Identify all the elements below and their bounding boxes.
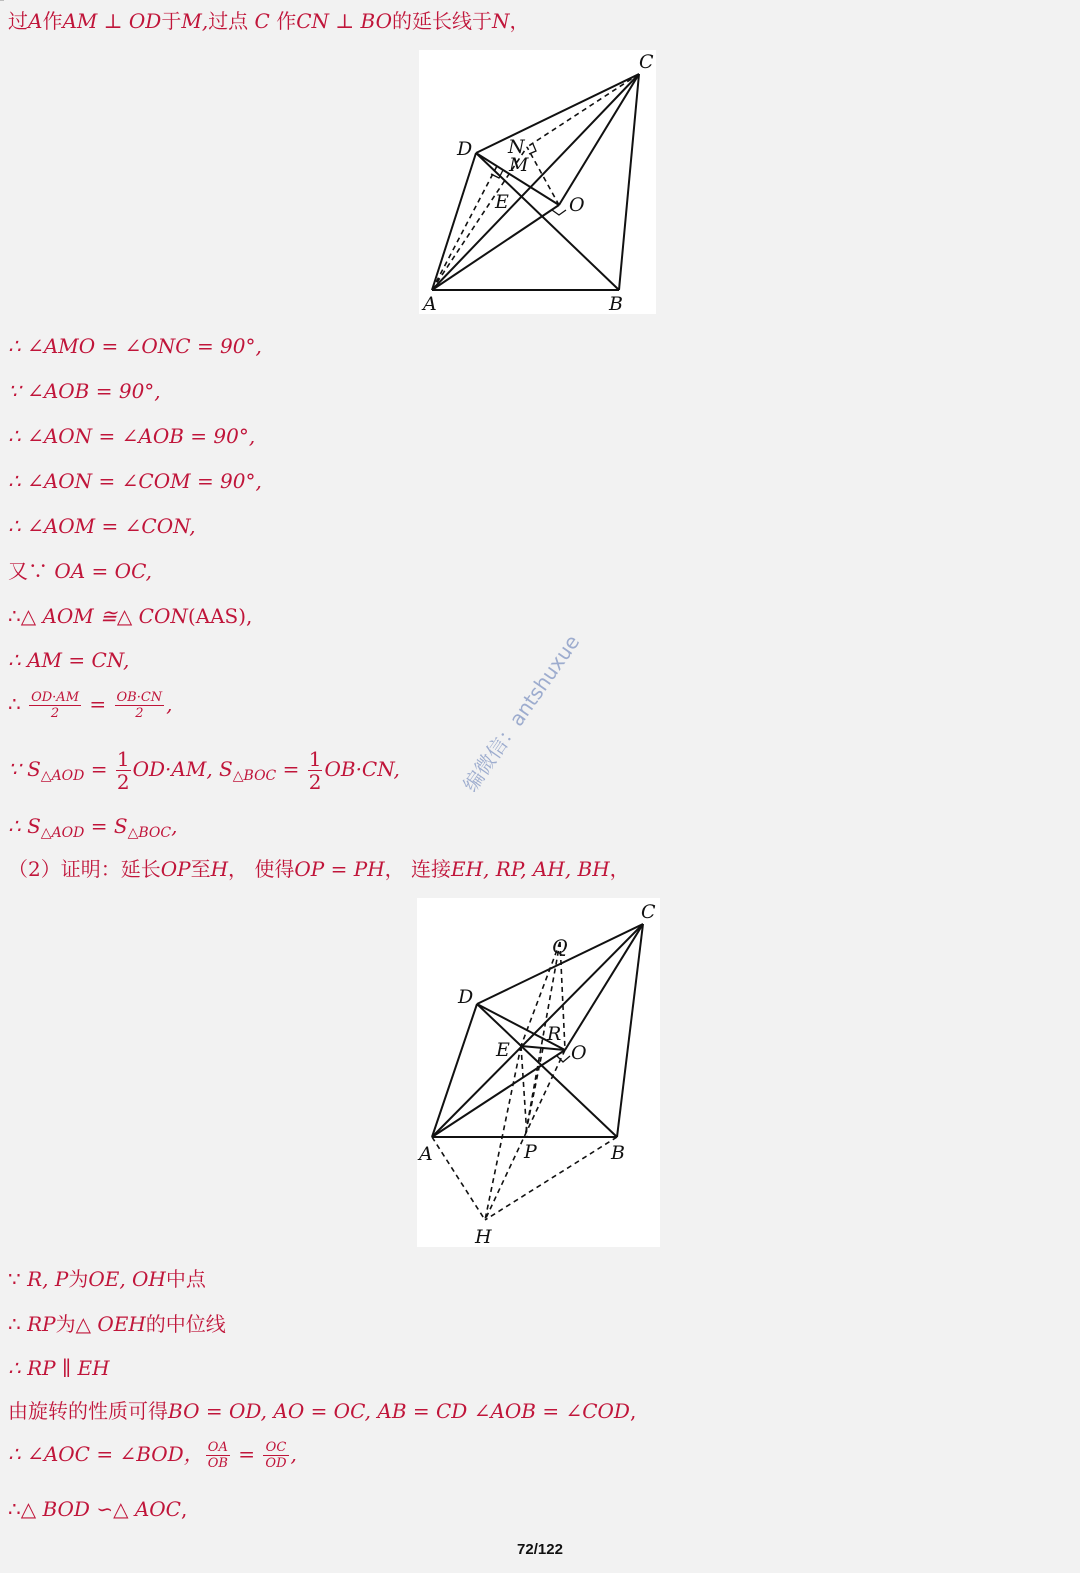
math: BO = OD, AO = OC, AB = CD ∠AOB = ∠COD bbox=[168, 1399, 630, 1423]
numerator: 1 bbox=[308, 747, 322, 771]
denominator: OB bbox=[207, 1456, 228, 1471]
figure-1-svg bbox=[419, 50, 656, 314]
subscript: △BOC bbox=[232, 768, 277, 784]
label-M: M bbox=[509, 154, 529, 176]
segment-BC bbox=[619, 74, 639, 290]
text: 中点 bbox=[165, 1267, 206, 1291]
proof-step-congruent bbox=[8, 603, 252, 629]
proof-step: ∴ ∠AOM = ∠CON, bbox=[8, 514, 196, 538]
proof-step-ratio bbox=[8, 1440, 297, 1471]
label-R: R bbox=[547, 1023, 562, 1045]
proof-step-similar bbox=[8, 1496, 187, 1522]
label-H: H bbox=[475, 1226, 492, 1247]
segment-BC bbox=[617, 924, 643, 1137]
text: 于 bbox=[161, 9, 182, 33]
label-E: E bbox=[496, 1039, 510, 1061]
fraction bbox=[308, 748, 323, 793]
fraction bbox=[116, 748, 131, 793]
proof-step: ∴ ∠AON = ∠AOB = 90°, bbox=[8, 424, 256, 448]
text: , bbox=[166, 692, 173, 716]
text: 的中位线 bbox=[145, 1312, 226, 1336]
denominator: OD bbox=[265, 1456, 287, 1471]
text: , bbox=[629, 1399, 637, 1423]
text: 过点 bbox=[208, 9, 255, 33]
subscript: △AOD bbox=[40, 768, 85, 784]
denominator: 2 bbox=[116, 770, 130, 794]
geometry-figure-1 bbox=[419, 50, 656, 314]
numerator: OC bbox=[263, 1440, 288, 1456]
segment-AC bbox=[432, 74, 639, 290]
label-A: A bbox=[423, 293, 437, 314]
subscript: △AOD bbox=[40, 825, 85, 841]
figure-2-svg bbox=[417, 898, 660, 1247]
label-B: B bbox=[609, 293, 623, 314]
text: ， 使得 bbox=[228, 857, 295, 881]
label-E: E bbox=[495, 191, 509, 213]
part-2-intro bbox=[8, 856, 630, 882]
text: 过 bbox=[8, 9, 28, 33]
text: 为 bbox=[68, 1267, 89, 1291]
right-angle-O bbox=[552, 210, 566, 215]
math: OE, OH bbox=[88, 1267, 166, 1291]
math: OA = OC, bbox=[54, 559, 153, 583]
proof-step-midline bbox=[8, 1311, 226, 1337]
watermark: 编微信：antshuxue bbox=[458, 630, 585, 797]
text: 又∵ bbox=[8, 559, 55, 583]
page-number: 72/122 bbox=[517, 1541, 563, 1558]
label-N: N bbox=[508, 136, 525, 158]
proof-step-rotation bbox=[8, 1398, 636, 1424]
text: ， bbox=[509, 9, 530, 33]
dashed-CN bbox=[527, 74, 639, 147]
math: ∴ ∠AOC = ∠BOD， bbox=[8, 1442, 204, 1466]
equals: = bbox=[83, 692, 113, 716]
text: （2）证明：延长 bbox=[8, 857, 161, 881]
text: 作 bbox=[276, 9, 297, 33]
text: ∴ bbox=[8, 1312, 28, 1336]
math: R, P bbox=[27, 1267, 69, 1291]
text: ∴ bbox=[8, 692, 28, 716]
math: OD·AM, S bbox=[132, 757, 233, 781]
text: ∴△ bbox=[8, 1497, 43, 1521]
denominator: 2 bbox=[135, 706, 144, 721]
math: = S bbox=[84, 814, 128, 838]
text: , bbox=[171, 814, 178, 838]
math: H bbox=[210, 857, 229, 881]
label-B: B bbox=[611, 1142, 625, 1164]
dashed-EH bbox=[485, 1046, 521, 1220]
denominator: 2 bbox=[50, 706, 60, 721]
proof-step: ∴ AM = CN, bbox=[8, 648, 130, 672]
equals: = bbox=[276, 757, 306, 781]
proof-step-oa bbox=[8, 558, 152, 584]
text: 为△ bbox=[55, 1312, 98, 1336]
math: M, bbox=[181, 9, 209, 33]
proof-step: ∴ ∠AMO = ∠ONC = 90°, bbox=[8, 334, 262, 358]
equals: = bbox=[231, 1442, 262, 1466]
denominator: 2 bbox=[308, 770, 322, 794]
text: 由旋转的性质可得 bbox=[8, 1399, 168, 1423]
numerator: OB·CN bbox=[116, 690, 163, 705]
math: AM ⊥ OD bbox=[62, 9, 162, 33]
text: ∴△ bbox=[8, 604, 43, 628]
math: EH, RP, AH, BH bbox=[451, 857, 610, 881]
dashed-AH bbox=[432, 1137, 485, 1220]
fraction bbox=[115, 690, 165, 721]
label-P: P bbox=[524, 1141, 537, 1163]
numerator: OA bbox=[206, 1440, 230, 1456]
dashed-AM bbox=[432, 166, 497, 290]
math: C bbox=[254, 9, 277, 33]
dashed-EP bbox=[521, 1046, 527, 1137]
proof-step: ∵ ∠AOB = 90°, bbox=[8, 379, 161, 403]
proof-step-fraction bbox=[8, 690, 173, 721]
label-A: A bbox=[419, 1143, 433, 1165]
text: 的延长线于 bbox=[392, 9, 493, 33]
fraction bbox=[29, 690, 81, 721]
math: BOD ∽△ AOC bbox=[42, 1497, 181, 1521]
segment-AC bbox=[432, 924, 643, 1137]
dashed-ON bbox=[527, 147, 559, 205]
math: OB·CN, bbox=[324, 757, 400, 781]
math: OEH bbox=[97, 1312, 146, 1336]
text: ， 连接 bbox=[384, 857, 451, 881]
segment-AD bbox=[432, 153, 476, 290]
proof-step: ∴ ∠AON = ∠COM = 90°, bbox=[8, 469, 262, 493]
label-Q: Q bbox=[552, 936, 568, 958]
segment-AD bbox=[432, 1004, 477, 1137]
math: AOM ≅△ CON bbox=[42, 604, 188, 628]
text: 作 bbox=[42, 9, 63, 33]
proof-step: ∴ RP ∥ EH bbox=[8, 1356, 110, 1380]
label-D: D bbox=[457, 138, 473, 160]
label-C: C bbox=[639, 51, 654, 73]
segment-AO bbox=[432, 205, 559, 290]
text: , bbox=[180, 1497, 188, 1521]
equals: = bbox=[84, 757, 114, 781]
construction-line bbox=[8, 8, 530, 34]
text: ∴ S bbox=[8, 814, 41, 838]
label-O: O bbox=[571, 1042, 587, 1064]
label-C: C bbox=[641, 901, 656, 923]
text: ∵ S bbox=[8, 757, 41, 781]
geometry-figure-2 bbox=[417, 898, 660, 1247]
proof-step-equal-area bbox=[8, 813, 177, 846]
text: 至 bbox=[190, 857, 211, 881]
label-D: D bbox=[458, 986, 474, 1008]
numerator: OD·AM bbox=[31, 690, 80, 705]
text: ∵ bbox=[8, 1267, 28, 1291]
fraction bbox=[206, 1440, 230, 1471]
dashed-BH bbox=[485, 1137, 617, 1220]
numerator: 1 bbox=[116, 747, 130, 771]
math: A bbox=[28, 9, 43, 33]
math: RP bbox=[27, 1312, 56, 1336]
math: OP bbox=[160, 857, 191, 881]
text: ， bbox=[609, 857, 630, 881]
math: N bbox=[492, 9, 510, 33]
proof-step-area bbox=[8, 748, 400, 793]
text: (AAS), bbox=[187, 604, 253, 628]
math: OP = PH bbox=[294, 857, 385, 881]
math: CN ⊥ BO bbox=[296, 9, 393, 33]
fraction bbox=[263, 1440, 288, 1471]
label-O: O bbox=[569, 194, 585, 216]
proof-step-midpoints bbox=[8, 1266, 206, 1292]
text: , bbox=[290, 1442, 297, 1466]
subscript: △BOC bbox=[127, 825, 172, 841]
